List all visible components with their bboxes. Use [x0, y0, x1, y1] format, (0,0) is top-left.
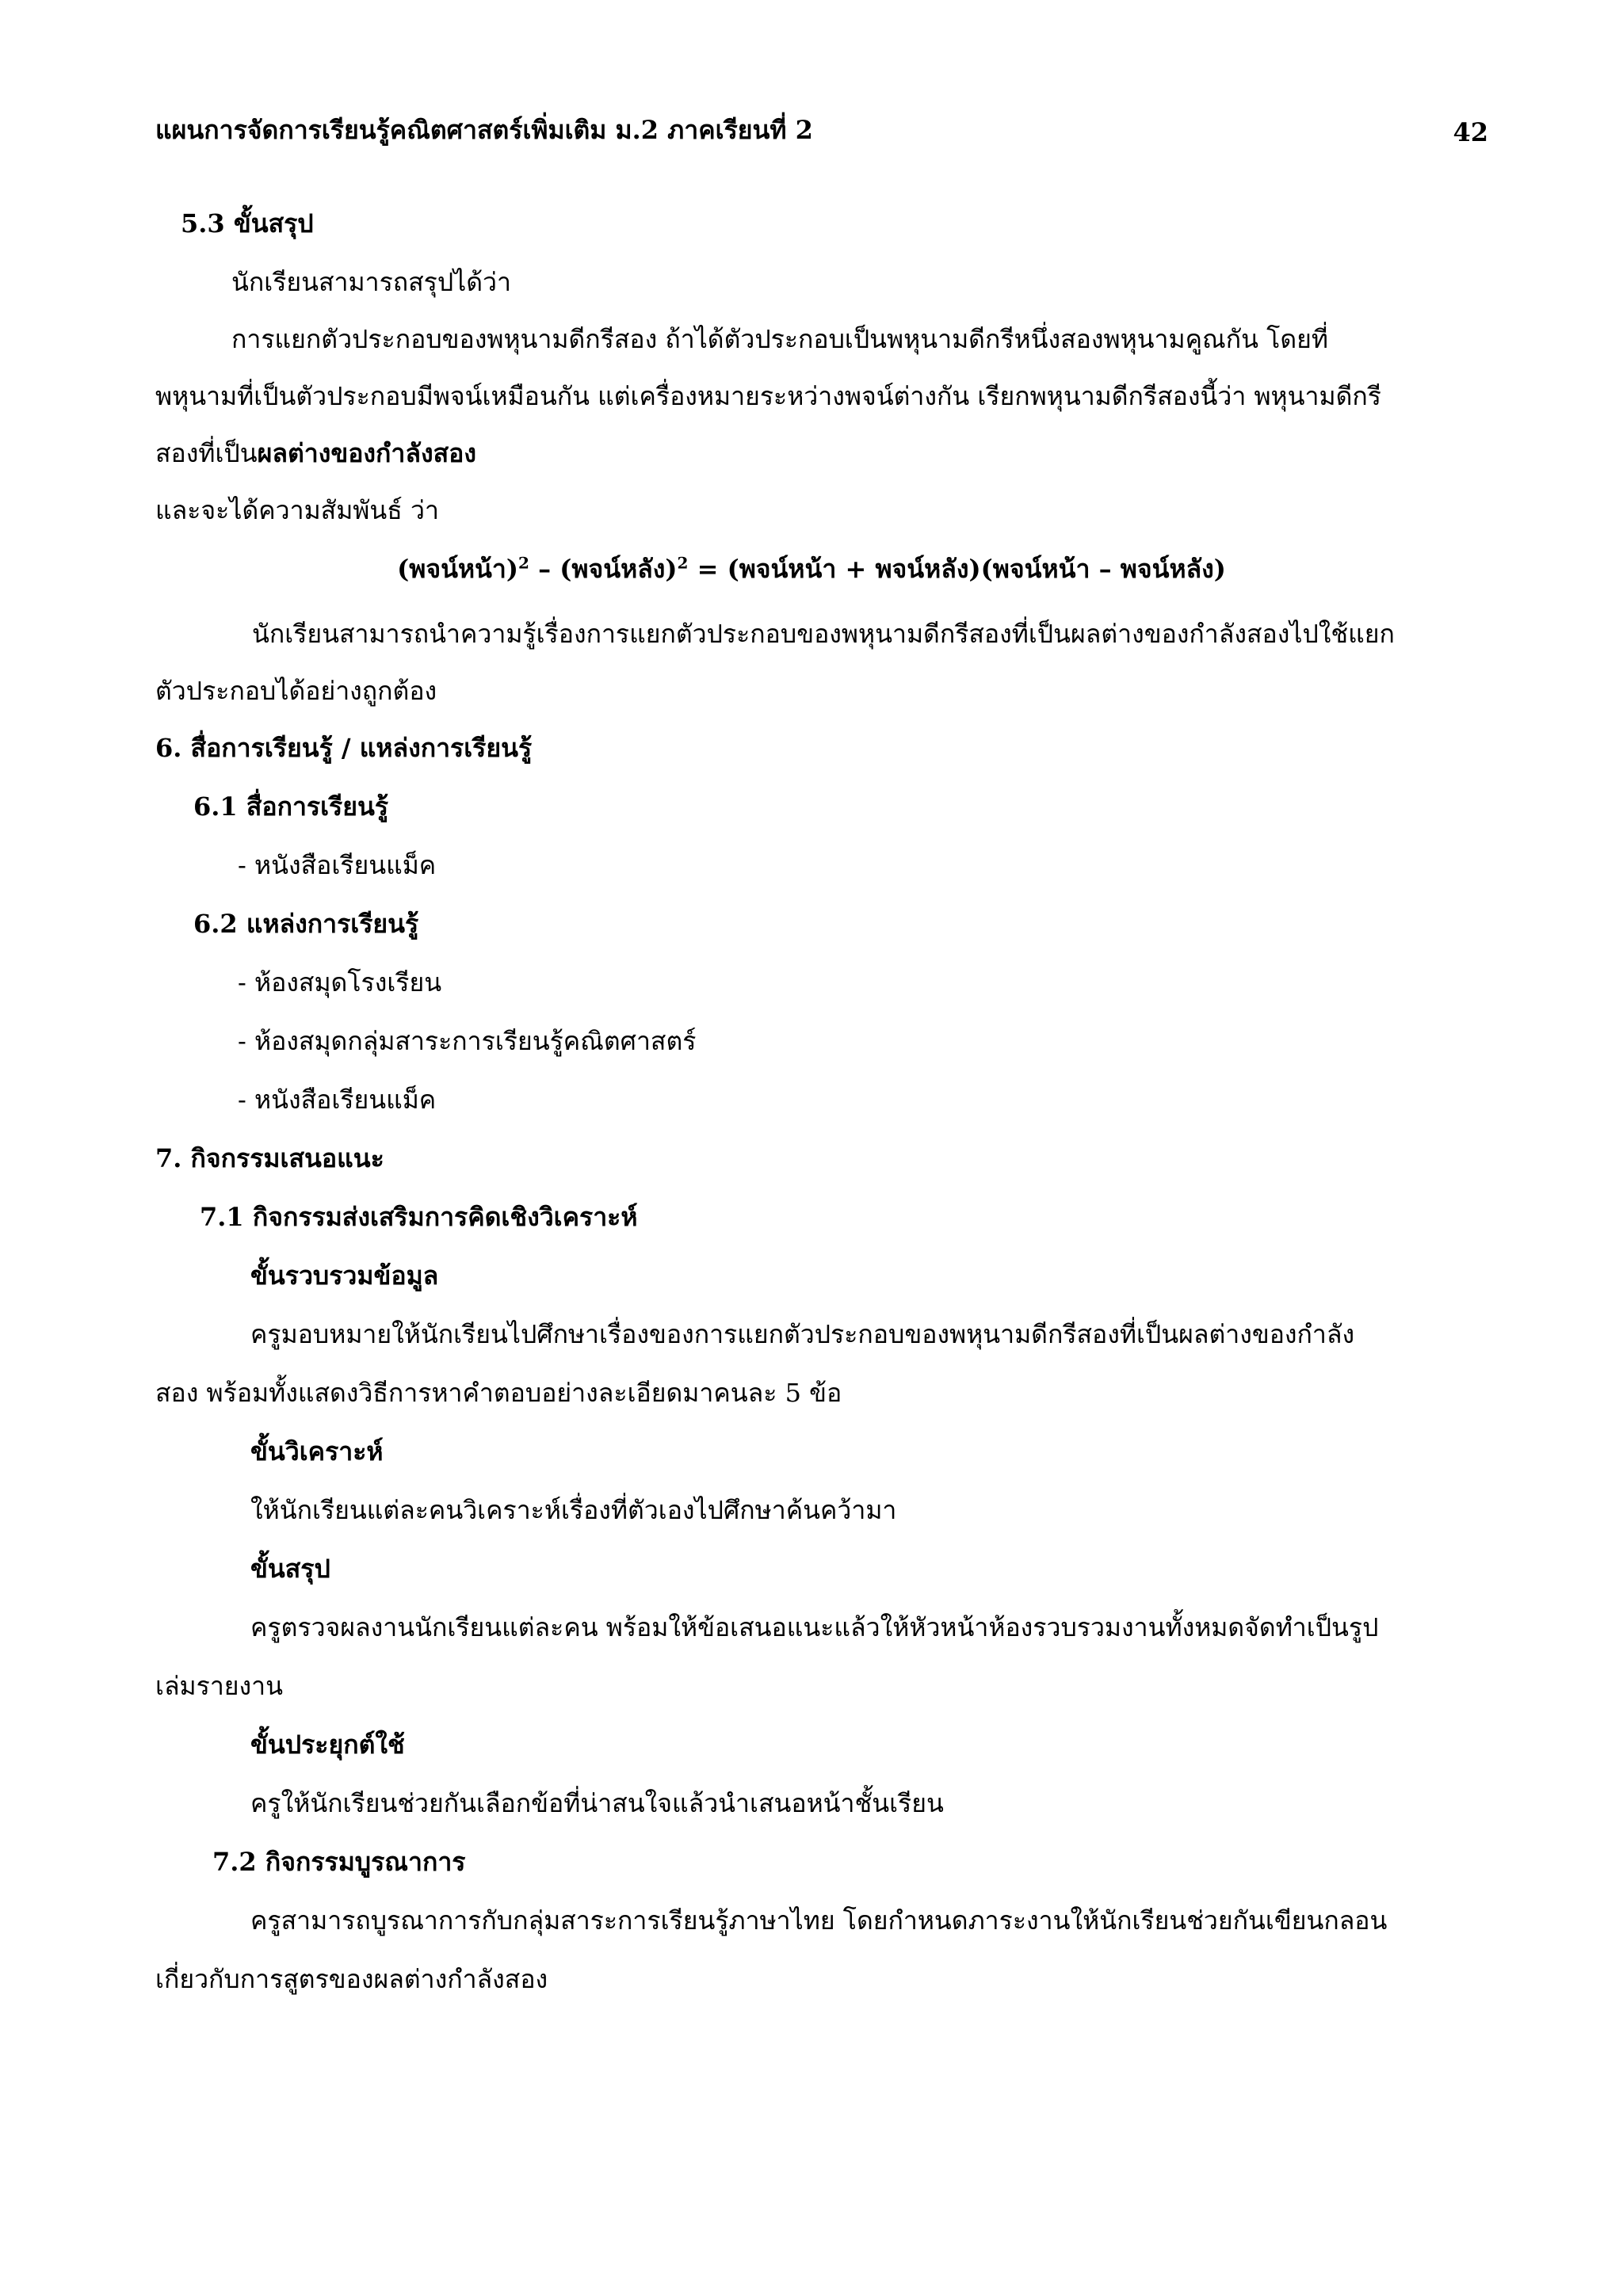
step-title-apply: ขั้นประยุกต์ใช้ — [250, 1730, 405, 1760]
section-6-heading: 6. สื่อการเรียนรู้ / แหล่งการเรียนรู้ — [155, 733, 533, 763]
difference-of-squares-term: ผลต่างของกำลังสอง — [257, 438, 476, 468]
step-text-line: ให้นักเรียนแต่ละคนวิเคราะห์เรื่องที่ตัวเองไปศึกษาค้นคว้ามา — [250, 1495, 897, 1525]
integration-text-line: ครูสามารถบูรณาการกับกลุ่มสาระการเรียนรู้ภาษาไทย โดยกำหนดภาระงานให้นักเรียนช่วยกันเขียนกลอน — [250, 1905, 1388, 1936]
list-item: - หนังสือเรียนแม็ค — [238, 1085, 437, 1115]
formula-exponent: 2 — [518, 553, 529, 573]
section-7-heading: 7. กิจกรรมเสนอแนะ — [155, 1143, 384, 1173]
application-paragraph-line: นักเรียนสามารถนำความรู้เรื่องการแยกตัวประกอบของพหุนามดีกรีสองที่เป็นผลต่างของกำลังสองไปใช้แยก — [252, 619, 1395, 649]
list-item: - ห้องสมุดโรงเรียน — [238, 967, 442, 997]
step-text-line: เล่มรายงาน — [155, 1671, 284, 1701]
formula-exponent: 2 — [677, 553, 689, 573]
formula-rhs: = (พจน์หน้า + พจน์หลัง)(พจน์หน้า – พจน์หลัง) — [688, 554, 1226, 584]
step-text-line: ครูให้นักเรียนช่วยกันเลือกข้อที่น่าสนใจแล้วนำเสนอหน้าชั้นเรียน — [250, 1788, 944, 1818]
integration-text-line: เกี่ยวกับการสูตรของผลต่างกำลังสอง — [155, 1964, 548, 1994]
step-title-conclude: ขั้นสรุป — [250, 1554, 330, 1584]
list-item: - หนังสือเรียนแม็ค — [238, 850, 437, 880]
page-number: 42 — [1453, 117, 1488, 147]
step-text-line: สอง พร้อมทั้งแสดงวิธีการหาคำตอบอย่างละเอียดมาคนละ 5 ข้อ — [155, 1378, 842, 1408]
step-title-analyze: ขั้นวิเคราะห์ — [250, 1436, 384, 1466]
section-6-2-heading: 6.2 แหล่งการเรียนรู้ — [193, 909, 419, 939]
section-7-2-heading: 7.2 กิจกรรมบูรณาการ — [212, 1847, 466, 1877]
section-7-1-heading: 7.1 กิจกรรมส่งเสริมการคิดเชิงวิเคราะห์ — [200, 1202, 638, 1232]
formula-term-front: (พจน์หน้า) — [397, 554, 519, 584]
step-text-line: ครูตรวจผลงานนักเรียนแต่ละคน พร้อมให้ข้อเสนอแนะแล้วให้หัวหน้าห้องรวบรวมงานทั้งหมดจัดทำเป็นรูป — [250, 1612, 1379, 1642]
section-5-3-heading: 5.3 ขั้นสรุป — [181, 208, 314, 238]
page-header-title: แผนการจัดการเรียนรู้คณิตศาสตร์เพิ่มเติม ม.2 ภาคเรียนที่ 2 — [155, 115, 813, 145]
step-text-line: ครูมอบหมายให้นักเรียนไปศึกษาเรื่องของการแยกตัวประกอบของพหุนามดีกรีสองที่เป็นผลต่างของกำลัง — [250, 1319, 1355, 1349]
summary-paragraph-line: พหุนามที่เป็นตัวประกอบมีพจน์เหมือนกัน แต่เครื่องหมายระหว่างพจน์ต่างกัน เรียกพหุนามดีกรีสองนี้ว่า พหุนามดีกรี — [155, 381, 1381, 411]
section-6-1-heading: 6.1 สื่อการเรียนรู้ — [193, 791, 389, 822]
formula-term-back: (พจน์หลัง) — [559, 554, 678, 584]
summary-paragraph-line: การแยกตัวประกอบของพหุนามดีกรีสอง ถ้าได้ตัวประกอบเป็นพหุนามดีกรีหนึ่งสองพหุนามคูณกัน โดยที่ — [231, 324, 1328, 354]
step-title-collect: ขั้นรวบรวมข้อมูล — [250, 1261, 439, 1291]
relation-intro: และจะได้ความสัมพันธ์ ว่า — [155, 495, 439, 525]
summary-paragraph-line — [155, 438, 476, 468]
summary-intro: นักเรียนสามารถสรุปได้ว่า — [231, 267, 511, 297]
formula-minus: – — [529, 554, 560, 584]
difference-of-squares-formula — [0, 553, 1623, 584]
application-paragraph-line: ตัวประกอบได้อย่างถูกต้อง — [155, 676, 437, 706]
summary-plain-text: สองที่เป็น — [155, 438, 258, 468]
list-item: - ห้องสมุดกลุ่มสาระการเรียนรู้คณิตศาสตร์ — [238, 1026, 697, 1056]
